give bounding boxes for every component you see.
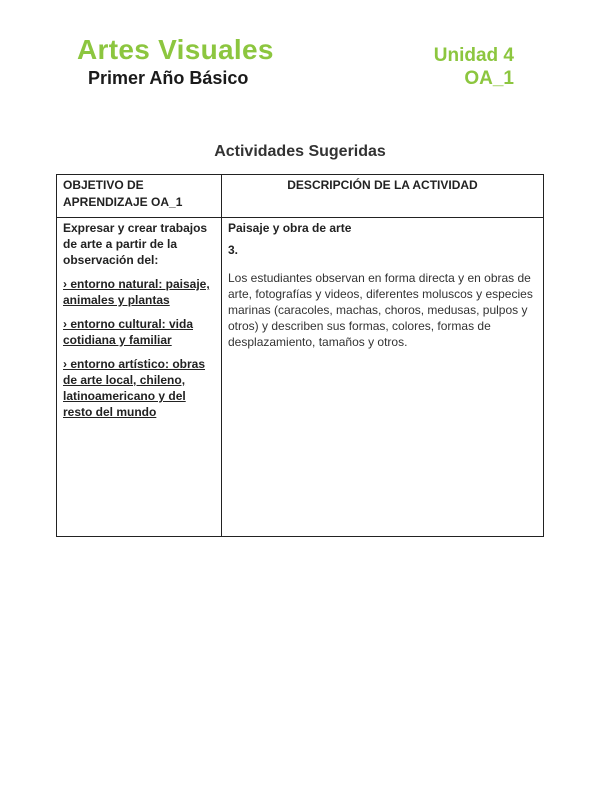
table-header-row bbox=[57, 175, 544, 218]
activity-table bbox=[56, 174, 544, 537]
grade-title: Primer Año Básico bbox=[88, 68, 249, 88]
activity-number: 3. bbox=[228, 243, 239, 257]
subject-title: Artes Visuales bbox=[77, 34, 274, 65]
activity-description: Los estudiantes observan en forma directa y en obras de arte, fotografías y videos, diferentes moluscos y especies marinas (caracoles, machas, choros, medusas, pulpos y otros) y describen sus formas, colores, formas de desplazamiento, tamaños y otros. bbox=[228, 271, 533, 349]
section-title: Actividades Sugeridas bbox=[214, 143, 386, 160]
objective-link-cultural[interactable]: › entorno cultural: vida cotidiana y familiar bbox=[63, 317, 194, 347]
objective-link-artistic[interactable]: › entorno artístico: obras de arte local, chileno, latinoamericano y del resto del mundo bbox=[63, 357, 206, 419]
objective-cell bbox=[57, 218, 222, 537]
description-column-header: DESCRIPCIÓN DE LA ACTIVIDAD bbox=[222, 175, 544, 218]
unit-label: Unidad 4 bbox=[433, 45, 514, 66]
table-row bbox=[57, 218, 544, 537]
objective-link-natural[interactable]: › entorno natural: paisaje, animales y plantas bbox=[63, 277, 210, 307]
objective-column-header: OBJETIVO DE APRENDIZAJE OA_1 bbox=[57, 175, 222, 218]
oa-label: OA_1 bbox=[464, 68, 514, 89]
description-cell bbox=[222, 218, 544, 537]
objective-intro: Expresar y crear trabajos de arte a partir de la observación del: bbox=[63, 221, 208, 267]
activity-title: Paisaje y obra de arte bbox=[228, 221, 352, 235]
